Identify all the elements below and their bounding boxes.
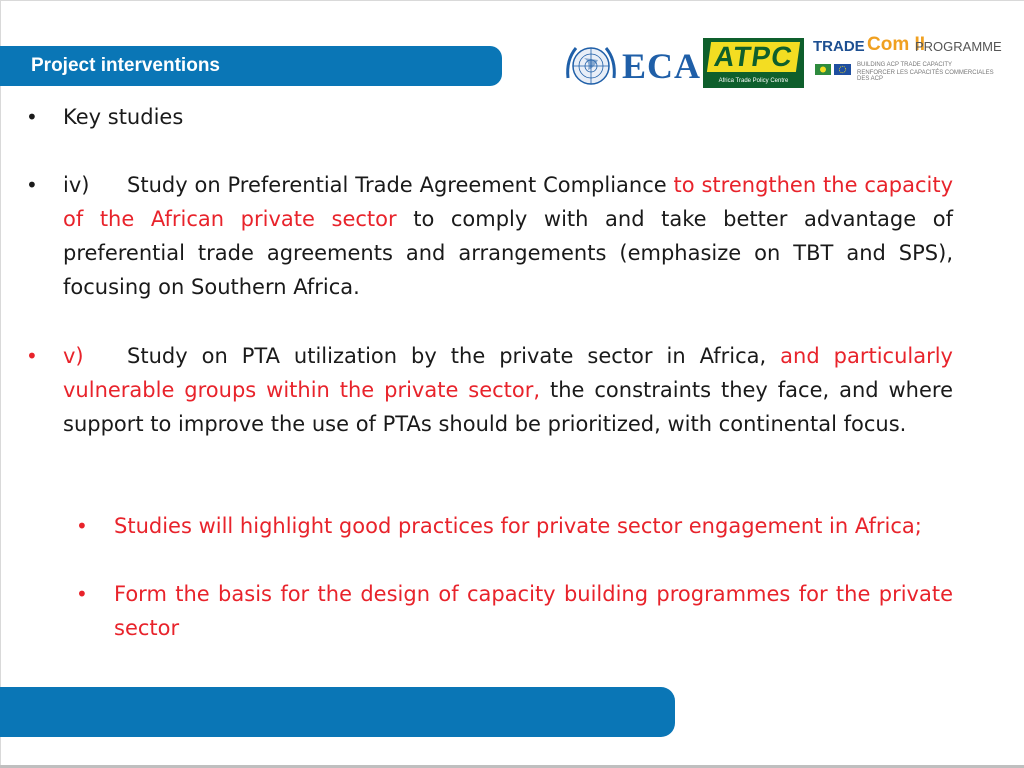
- study-number: iv): [63, 173, 90, 197]
- partner-logos: [558, 24, 1002, 88]
- bullet-study-iv: [63, 168, 953, 304]
- tradecom-trade-text: TRADE: [813, 38, 865, 55]
- tradecom-subtitle-fr: RENFORCER LES CAPACITÉS COMMERCIALES DES ACP: [857, 70, 994, 82]
- sub-bullet-marker: •: [76, 582, 88, 606]
- atpc-logo-text: ATPC: [707, 42, 800, 72]
- title-banner: [0, 46, 502, 86]
- eca-logo-text: ECA: [622, 46, 702, 86]
- bullet-marker: •: [26, 105, 38, 129]
- sub-bullet-marker: •: [76, 514, 88, 538]
- slide-left-border: [0, 0, 1, 768]
- eu-acp-flags-icon: [815, 64, 851, 75]
- bullet-marker: •: [26, 344, 38, 368]
- tradecom-logo: [813, 34, 1002, 88]
- bullet-study-v: [63, 339, 953, 441]
- atpc-logo-subtitle: Africa Trade Policy Centre: [718, 78, 789, 84]
- tradecom-programme-text: PROGRAMME: [915, 39, 1002, 54]
- tradecom-subtitle-en: BUILDING ACP TRADE CAPACITY: [857, 62, 953, 68]
- un-emblem-icon: [562, 38, 620, 94]
- study-text-rest: to comply with and take better advantage of preferential trade agreements and arrangements (emphasize on TBT and SPS), focusing on Southern Africa.: [63, 207, 953, 299]
- study-number: v): [63, 344, 84, 368]
- slide-title: Project interventions: [31, 55, 220, 76]
- study-text: Study on PTA utilization by the private sector in Africa,: [127, 344, 781, 368]
- footer-banner: [0, 687, 675, 737]
- sub-bullet-good-practices: Studies will highlight good practices for private sector engagement in Africa;: [114, 514, 922, 538]
- slide-top-border: [0, 0, 1024, 1]
- study-highlight: to strengthen the capacity of the African private sector: [63, 173, 954, 231]
- study-highlight: and particularly vulnerable groups within the private sector,: [63, 344, 953, 402]
- atpc-logo: [703, 38, 804, 88]
- bullet-key-studies: Key studies: [63, 105, 184, 129]
- sub-bullet-capacity-building: Form the basis for the design of capacity building programmes for the private sector: [114, 582, 953, 640]
- tradecom-com-text: Com II: [867, 34, 926, 55]
- bullet-marker: •: [26, 173, 38, 197]
- study-text-rest: the constraints they face, and where support to improve the use of PTAs should be prioritized, with continental focus.: [63, 378, 953, 436]
- study-text: Study on Preferential Trade Agreement Compliance: [127, 173, 674, 197]
